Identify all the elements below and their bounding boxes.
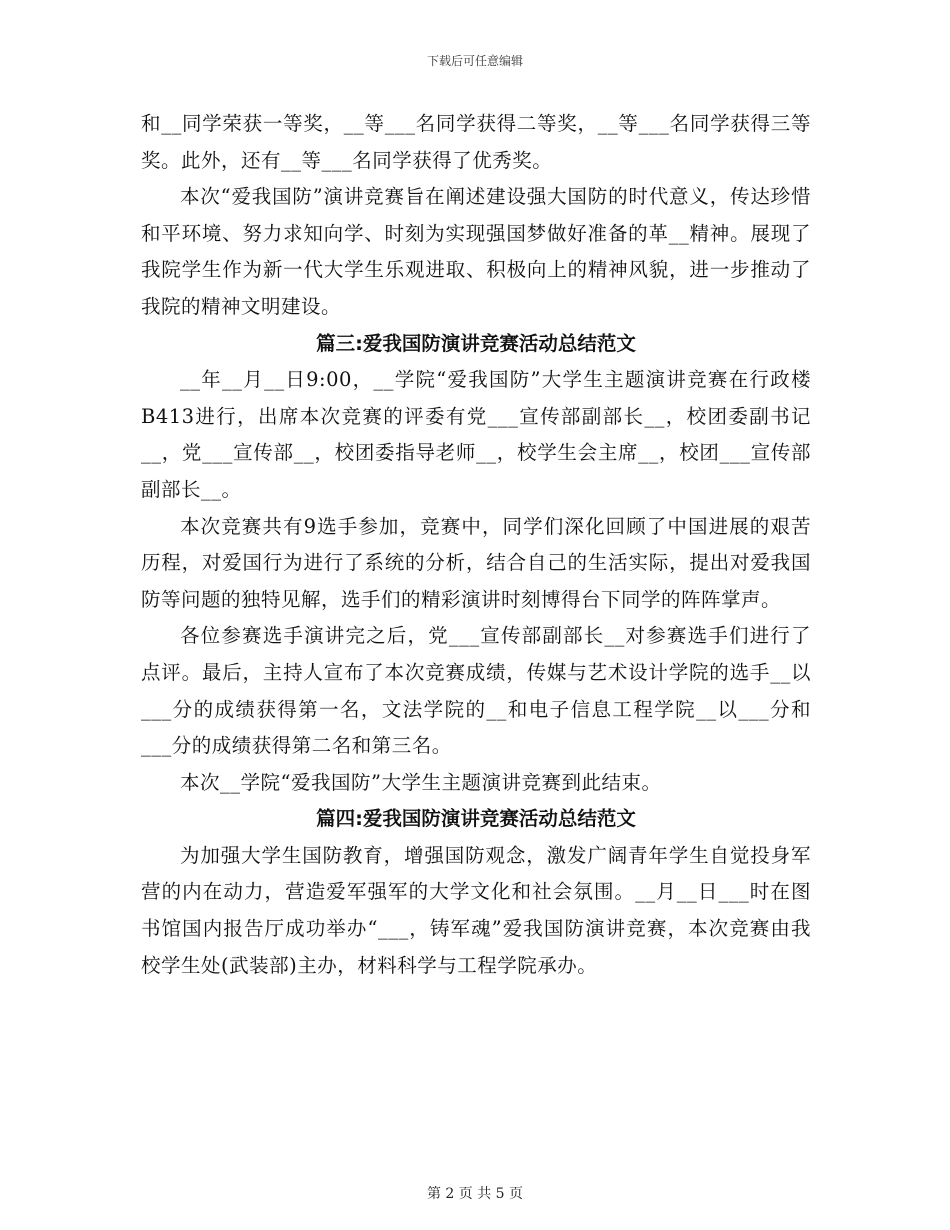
paragraph-closing: 本次__学院“爱我国防”大学生主题演讲竞赛到此结束。	[180, 770, 662, 794]
paragraph-event-info: __年__月__日9:00，__学院“爱我国防”大学生主题演讲竞赛在行政楼B413进行，出席本次竞赛的评委有党___宣传部副部长__，校团委副书记__，党___宣传部__，校团委指导老师__，校学生会主席__，校团___宣传部副部长__。	[141, 368, 811, 501]
header-note: 下载后可任意编辑	[426, 54, 523, 68]
section-title-3: 篇三:爱我国防演讲竞赛活动总结范文	[316, 331, 636, 355]
page-number: 第 2 页 共 5 页	[426, 1186, 524, 1202]
paragraph-introduction: 为加强大学生国防教育，增强国防观念，激发广阔青年学生自觉投身军营的内在动力，营造爱军强军的大学文化和社会氛围。__月__日___时在图书馆国内报告厅成功举办“___，铸军魂”爱我国防演讲竞赛，本次竞赛由我校学生处(武装部)主办，材料科学与工程学院承办。	[141, 843, 811, 977]
paragraph-awards: 和__同学荣获一等奖，__等___名同学获得二等奖，__等___名同学获得三等奖。此外，还有__等___名同学获得了优秀奖。	[141, 112, 811, 172]
paragraph-purpose: 本次“爱我国防”演讲竞赛旨在阐述建设强大国防的时代意义，传达珍惜和平环境、努力求知向学、时刻为实现强国梦做好准备的革__精神。展现了我院学生作为新一代大学生乐观进取、积极向上的精神风貌，进一步推动了我院的精神文明建设。	[141, 185, 811, 318]
paragraph-contest-content: 本次竞赛共有9选手参加，竞赛中，同学们深化回顾了中国进展的艰苦历程，对爱国行为进行了系统的分析，结合自己的生活实际，提出对爱我国防等问题的独特见解，选手们的精彩演讲时刻博得台下同学的阵阵掌声。	[141, 514, 811, 611]
document-body	[141, 106, 811, 984]
paragraph-results: 各位参赛选手演讲完之后，党___宣传部副部长__对参赛选手们进行了点评。最后，主持人宣布了本次竞赛成绩，传媒与艺术设计学院的选手__以___分的成绩获得第一名，文法学院的__和电子信息工程学院__以___分和___分的成绩获得第二名和第三名。	[141, 624, 811, 758]
section-title-4: 篇四:爱我国防演讲竞赛活动总结范文	[316, 807, 636, 831]
